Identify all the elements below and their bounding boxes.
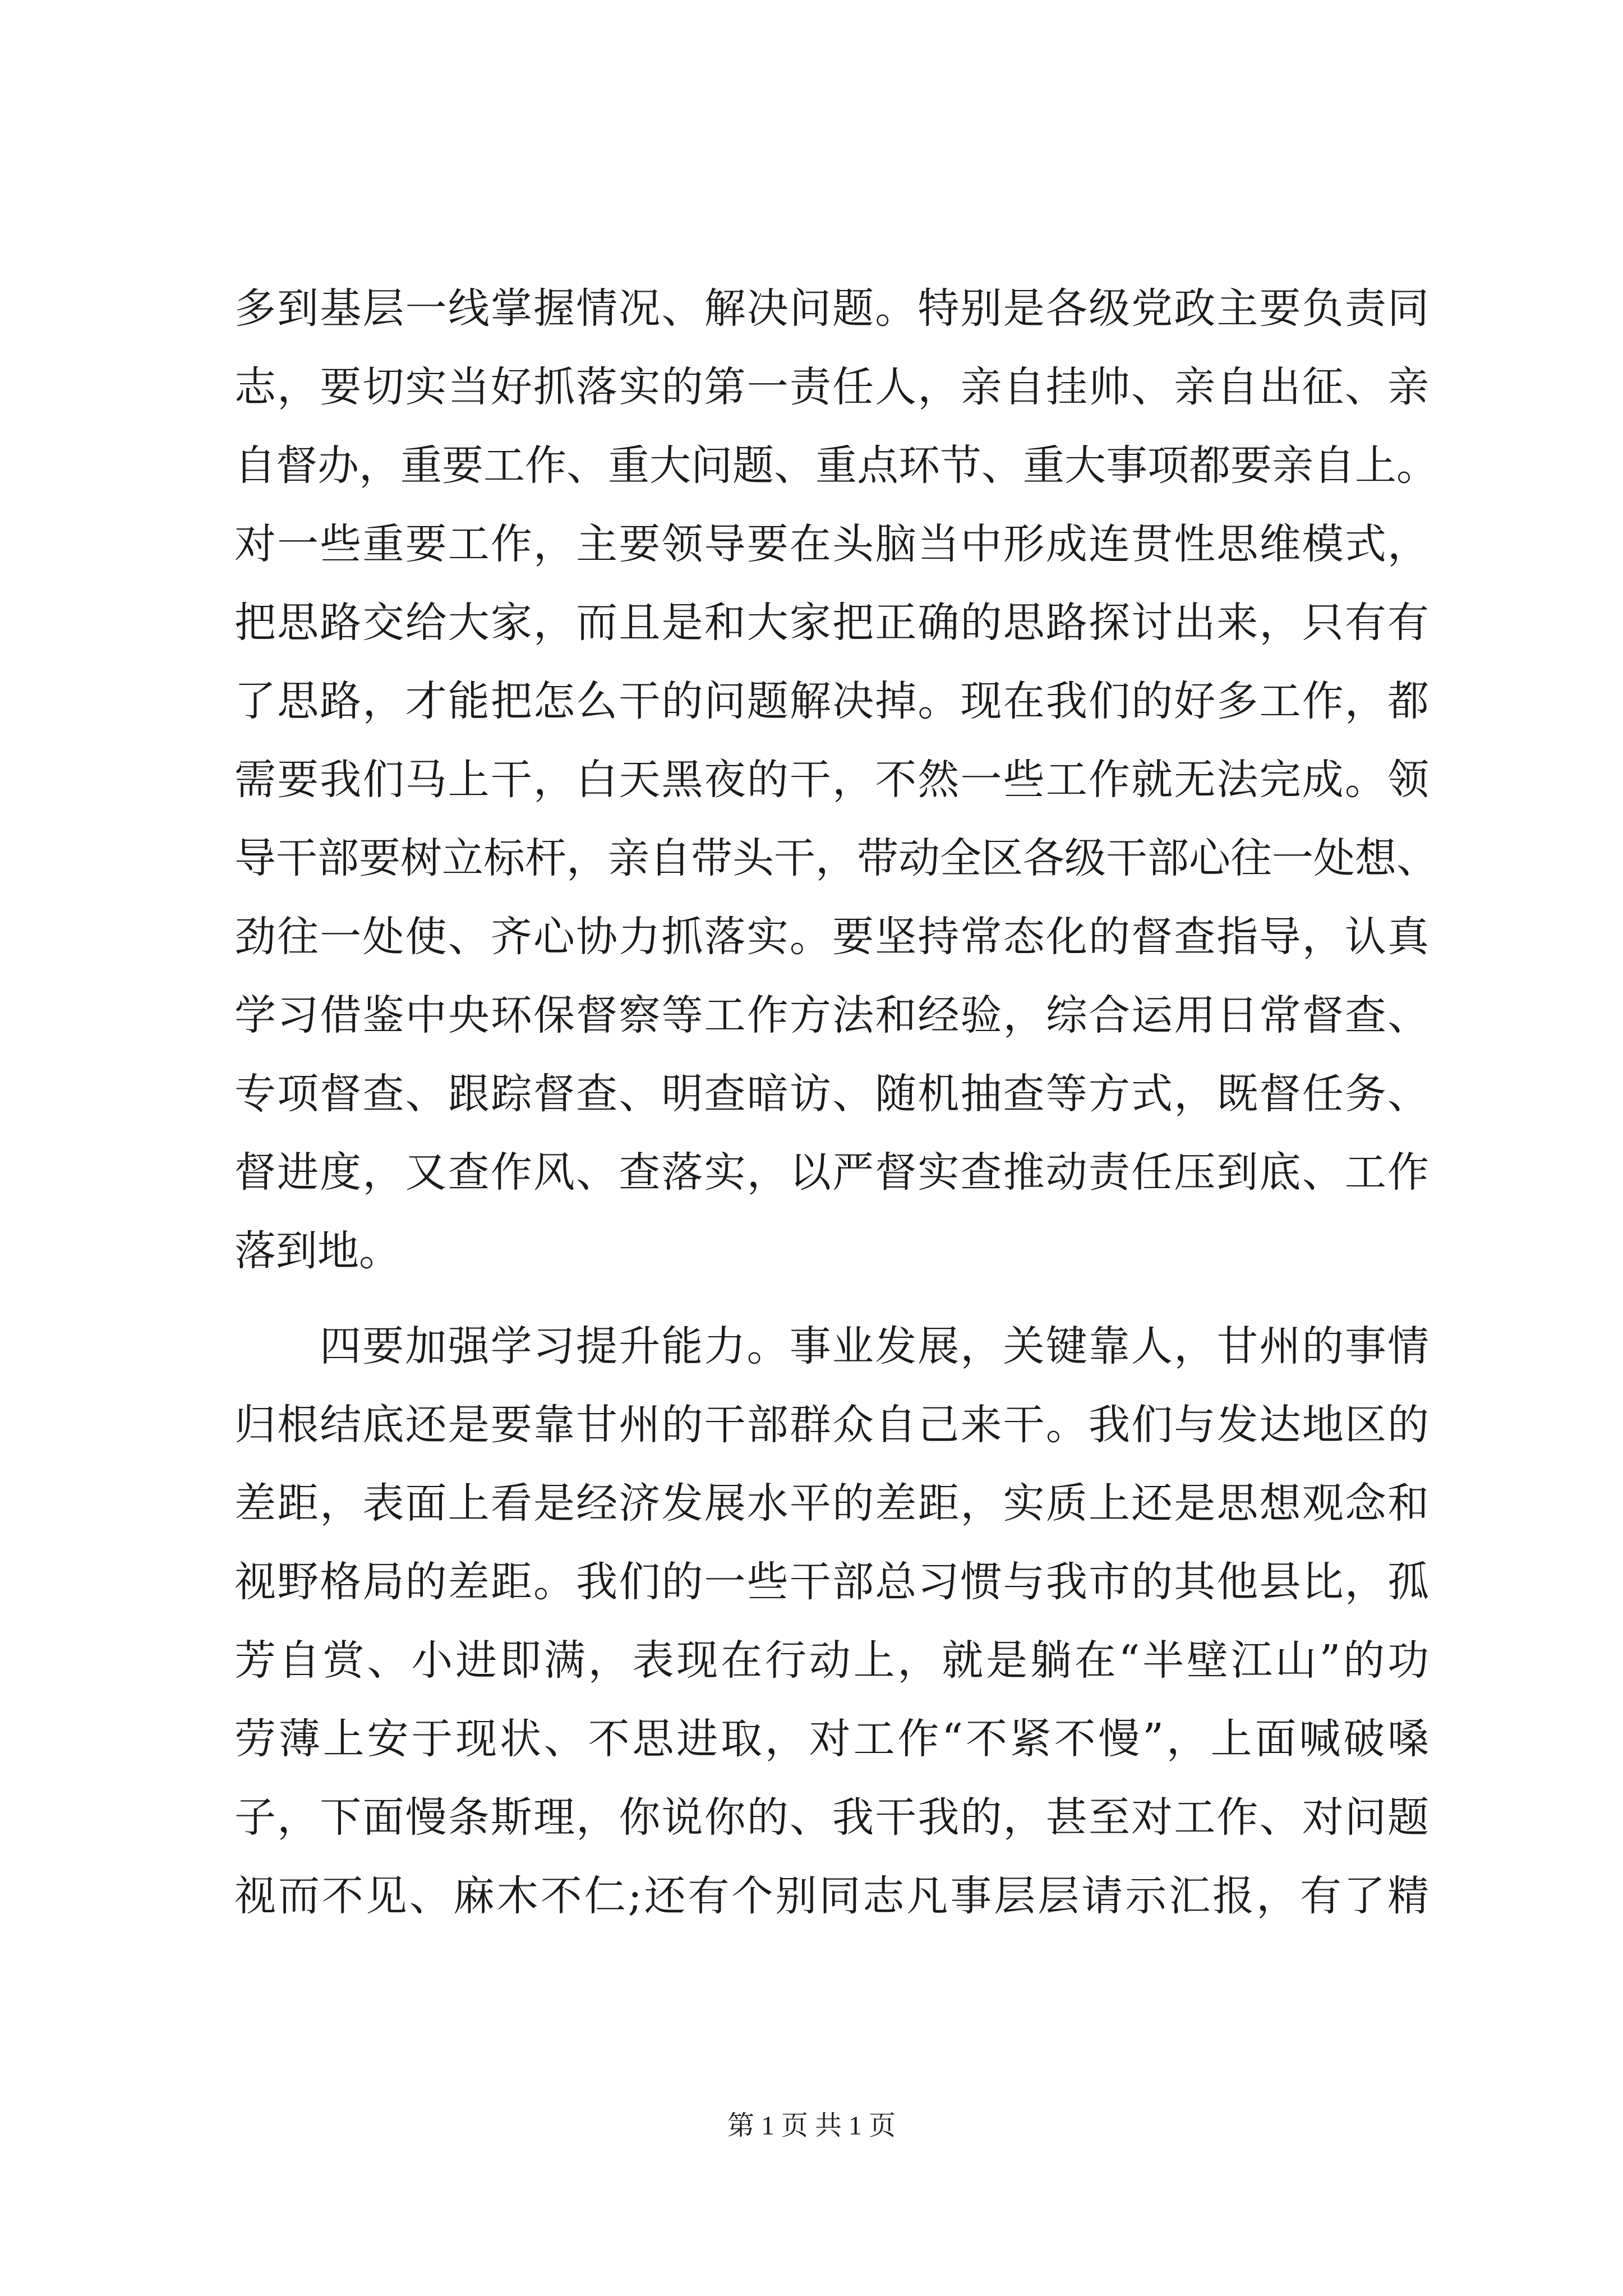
text-line: 落到地。 — [234, 1227, 400, 1275]
text-line: 子，下面慢条斯理，你说你的、我干我的，甚至对工作、对问题 — [234, 1793, 1429, 1842]
text-line: 志，要切实当好抓落实的第一责任人，亲自挂帅、亲自出征、亲 — [234, 363, 1429, 411]
text-line: 把思路交给大家，而且是和大家把正确的思路探讨出来，只有有 — [234, 599, 1429, 647]
text-line: 督进度，又查作风、查落实，以严督实查推动责任压到底、工作 — [234, 1148, 1429, 1197]
text-line: 芳自赏、小进即满，表现在行动上，就是躺在“半壁江山”的功 — [234, 1636, 1429, 1685]
text-line: 四要加强学习提升能力。事业发展，关键靠人，甘州的事情 — [320, 1322, 1429, 1370]
text-line: 劲往一处使、齐心协力抓落实。要坚持常态化的督查指导，认真 — [234, 913, 1429, 961]
page-number-label: 第 1 页 共 1 页 — [727, 2111, 896, 2141]
document-body — [234, 269, 1438, 1935]
paragraph-1 — [234, 269, 1438, 1290]
text-line: 需要我们马上干，白天黑夜的干，不然一些工作就无法完成。领 — [234, 756, 1429, 804]
text-line: 差距，表面上看是经济发展水平的差距，实质上还是思想观念和 — [234, 1479, 1429, 1527]
text-line: 归根结底还是要靠甘州的干部群众自己来干。我们与发达地区的 — [234, 1401, 1429, 1449]
text-line: 专项督查、跟踪督查、明查暗访、随机抽查等方式，既督任务、 — [234, 1070, 1429, 1118]
text-line: 视野格局的差距。我们的一些干部总习惯与我市的其他县比，孤 — [234, 1558, 1429, 1606]
text-line: 劳薄上安于现状、不思进取，对工作“不紧不慢”，上面喊破嗓 — [234, 1715, 1429, 1763]
text-line: 了思路，才能把怎么干的问题解决掉。现在我们的好多工作，都 — [234, 677, 1429, 725]
text-line: 导干部要树立标杆，亲自带头干，带动全区各级干部心往一处想、 — [234, 834, 1438, 882]
text-line: 多到基层一线掌握情况、解决问题。特别是各级党政主要负责同 — [234, 284, 1429, 333]
page-footer — [0, 2109, 1623, 2143]
text-line: 对一些重要工作，主要领导要在头脑当中形成连贯性思维模式， — [234, 520, 1429, 568]
text-line: 视而不见、麻木不仁;还有个别同志凡事层层请示汇报，有了精 — [234, 1872, 1429, 1920]
paragraph-2 — [234, 1307, 1429, 1935]
text-line: 自督办，重要工作、重大问题、重点环节、重大事项都要亲自上。 — [234, 441, 1438, 490]
text-line: 学习借鉴中央环保督察等工作方法和经验，综合运用日常督查、 — [234, 991, 1429, 1039]
paragraph-gap — [234, 1290, 1429, 1307]
